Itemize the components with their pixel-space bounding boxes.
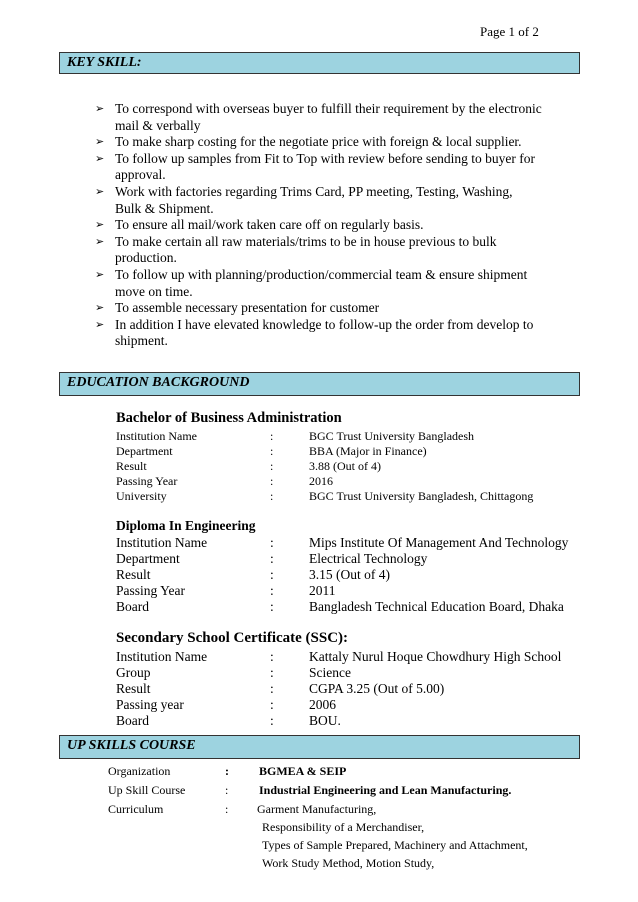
table-row: Institution Name : BGC Trust University Bangladesh [116,429,475,443]
curriculum-line: Work Study Method, Motion Study, [262,856,435,870]
arrow-bullet-icon: ➢ [95,102,105,115]
table-row: Result : 3.15 (Out of 4) [116,567,390,582]
table-row: Department : Electrical Technology [116,551,428,566]
bba-title: Bachelor of Business Administration [116,410,342,426]
table-row: Institution Name : Kattaly Nurul Hoque Chowdhury High School [116,649,562,664]
page-number: Page 1 of 2 [480,24,539,39]
table-row: University : BGC Trust University Bangladesh, Chittagong [116,489,534,503]
arrow-bullet-icon: ➢ [95,151,105,165]
list-item: ➢ To make sharp costing for the negotiate price with foreign & local supplier. [95,134,522,150]
ssc-title: Secondary School Certificate (SSC): [116,630,349,646]
table-row: Board : Bangladesh Technical Education Board, Dhaka [116,599,564,614]
table-row: Curriculum : Garment Manufacturing, [108,802,377,816]
arrow-bullet-icon: ➢ [95,301,105,315]
table-row: Passing year : 2006 [116,697,336,712]
table-row: Organization : BGMEA & SEIP [108,764,347,778]
up-skills-heading: UP SKILLS COURSE [67,738,196,753]
table-row: Institution Name : Mips Institute Of Management And Technology [116,535,569,550]
education-header [59,372,580,396]
education-heading: EDUCATION BACKGROUND [67,375,250,390]
list-item: ➢ To assemble necessary presentation for customer [95,300,380,316]
list-item: ➢ To make certain all raw materials/trims to be in house previous to bulk production. [95,233,497,266]
arrow-bullet-icon: ➢ [95,317,105,331]
table-row: Result : CGPA 3.25 (Out of 5.00) [116,681,445,696]
table-row: Department : BBA (Major in Finance) [116,444,427,458]
key-skill-list [93,101,583,350]
table-row: Up Skill Course : Industrial Engineering and Lean Manufacturing. [108,783,512,797]
table-row: Group : Science [116,665,351,680]
list-item: ➢ Work with factories regarding Trims Card, PP meeting, Testing, Washing, Bulk & Shipment. [95,183,513,216]
curriculum-line: Types of Sample Prepared, Machinery and Attachment, [262,838,528,852]
table-row: Board : BOU. [116,713,341,728]
table-row: Passing Year : 2016 [116,474,333,488]
key-skill-heading: KEY SKILL: [67,55,142,70]
arrow-bullet-icon: ➢ [95,135,105,149]
list-item: ➢ To follow up samples from Fit to Top with review before sending to buyer for approval. [95,150,536,183]
arrow-bullet-icon: ➢ [95,234,105,248]
key-skill-header [59,52,580,74]
list-item: ➢ To correspond with overseas buyer to fulfill their requirement by the electronic mail & verbally [95,101,542,133]
table-row: Result : 3.88 (Out of 4) [116,459,381,473]
arrow-bullet-icon: ➢ [95,184,105,198]
arrow-bullet-icon: ➢ [95,218,105,232]
up-skills-header [59,735,580,759]
list-item: ➢ To follow up with planning/production/commercial team & ensure shipment move on time. [95,266,528,299]
list-item: ➢ In addition I have elevated knowledge to follow-up the order from develop to shipment. [95,316,534,349]
curriculum-line: Responsibility of a Merchandiser, [262,820,425,834]
arrow-bullet-icon: ➢ [95,267,105,281]
list-item: ➢ To ensure all mail/work taken care off on regularly basis. [95,217,424,233]
table-row: Passing Year : 2011 [116,583,336,598]
diploma-title: Diploma In Engineering [116,518,256,533]
